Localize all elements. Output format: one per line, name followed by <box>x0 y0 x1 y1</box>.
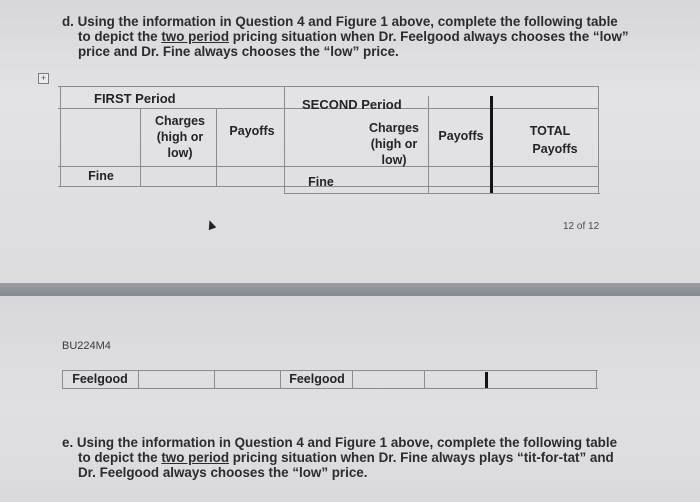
total-header-line1: TOTAL <box>529 124 571 138</box>
question-e-line3: Dr. Feelgood always chooses the “low” price. <box>78 465 368 480</box>
row-label-feelgood-2: Feelgood <box>289 372 345 386</box>
table-line <box>140 108 141 187</box>
table-line <box>280 370 281 389</box>
question-d-line2-post: pricing situation when Dr. Feelgood always chooses the “low” <box>229 29 629 44</box>
question-e-line2-post: pricing situation when Dr. Fine always plays “tit-for-tat” and <box>229 450 614 465</box>
table-line <box>284 86 285 194</box>
question-d-line2-pre: to depict the <box>78 29 162 44</box>
table-line <box>62 370 63 389</box>
table-line <box>428 96 429 194</box>
table-line <box>284 193 600 194</box>
two-period-link[interactable]: two period <box>161 29 230 44</box>
table-thick-line <box>490 96 493 193</box>
table-line <box>424 370 425 389</box>
payoffs-header-1: Payoffs <box>229 124 275 138</box>
question-e-line1: e. Using the information in Question 4 and Figure 1 above, complete the following table <box>62 435 618 450</box>
table-expand-icon[interactable]: + <box>38 73 49 84</box>
table-line <box>62 388 598 389</box>
first-period-header: FIRST Period <box>94 91 176 106</box>
question-e-line2-pre: to depict the <box>78 450 162 465</box>
question-d-line3: price and Dr. Fine always chooses the “low” price. <box>78 44 399 59</box>
payoffs-header-2: Payoffs <box>438 129 484 143</box>
row-label-fine-2: Fine <box>308 175 334 189</box>
page-counter: 12 of 12 <box>563 221 600 232</box>
table-line <box>58 86 598 87</box>
table-line <box>58 166 598 167</box>
table-line <box>60 86 61 187</box>
charges-header-2: Charges (high or low) <box>368 121 420 167</box>
two-period-link[interactable]: two period <box>161 450 230 465</box>
table-line <box>216 108 217 187</box>
second-period-header: SECOND Period <box>302 97 402 112</box>
table-line <box>598 86 599 194</box>
total-header-line2: Payoffs <box>532 142 578 156</box>
table-line <box>596 370 597 389</box>
row-label-feelgood-1: Feelgood <box>72 372 128 386</box>
table-line <box>214 370 215 389</box>
table-thick-line <box>485 372 488 388</box>
question-d-line1: d. Using the information in Question 4 and Figure 1 above, complete the following table <box>62 14 618 29</box>
question-e-line2 <box>78 451 614 466</box>
course-code: BU224M4 <box>62 340 111 352</box>
row-label-fine-1: Fine <box>88 169 114 183</box>
charges-header-1: Charges (high or low) <box>154 114 206 160</box>
page-gap <box>0 283 700 296</box>
question-d-line2 <box>78 30 629 45</box>
table-line <box>138 370 139 389</box>
table-line <box>352 370 353 389</box>
